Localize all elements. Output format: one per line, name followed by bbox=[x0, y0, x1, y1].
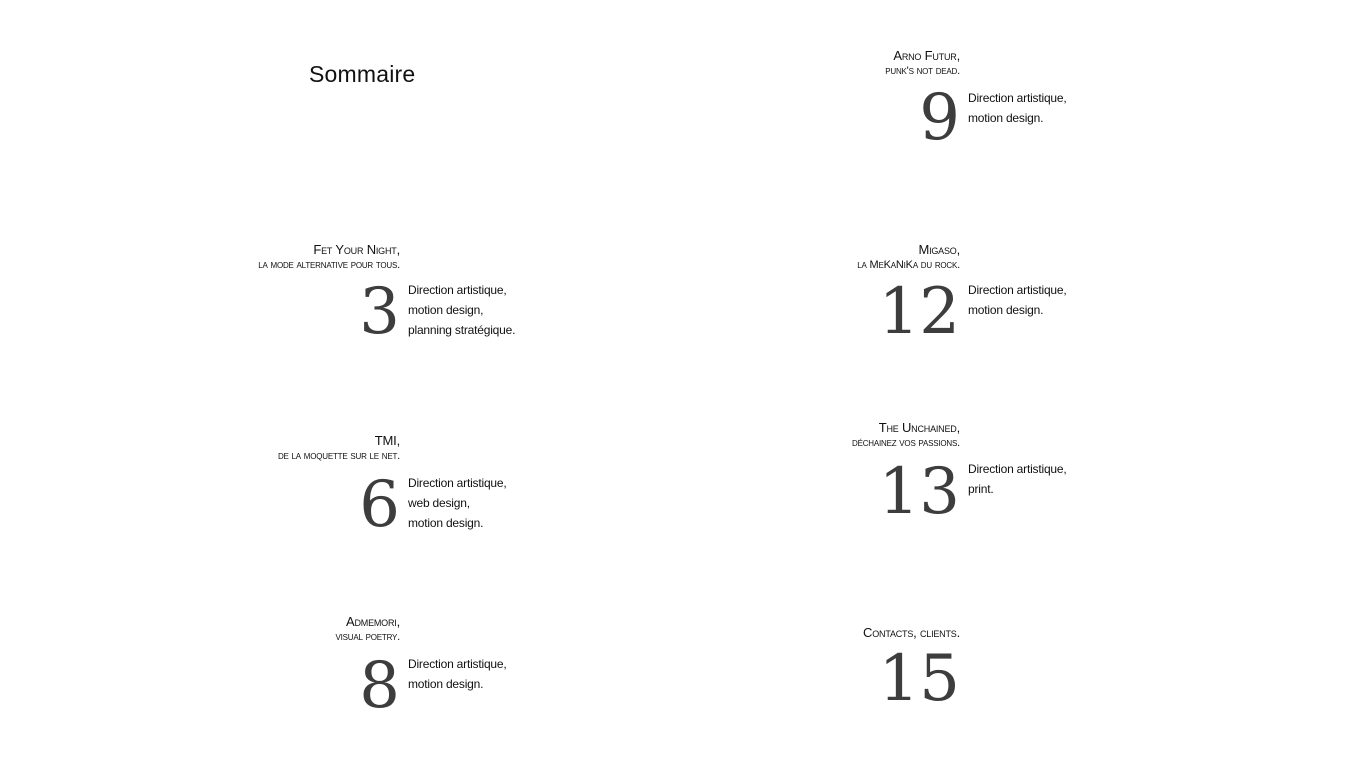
role-item: Direction artistique, bbox=[408, 283, 507, 297]
entry-roles bbox=[408, 654, 507, 694]
entry-roles bbox=[968, 88, 1067, 128]
role-item: motion design. bbox=[408, 516, 484, 530]
entry-title[interactable]: The Unchained, bbox=[878, 420, 960, 435]
entry-title[interactable]: Arno Futur, bbox=[893, 48, 960, 63]
entry-subtitle: la MeKaNiKa du rock. bbox=[857, 259, 960, 271]
page-number[interactable]: 6 bbox=[359, 468, 400, 542]
entry-titles bbox=[540, 48, 960, 78]
entry-titles bbox=[540, 242, 960, 272]
entry-subtitle: de la moquette sur le net. bbox=[277, 450, 400, 462]
page-number[interactable]: 13 bbox=[878, 455, 960, 529]
entry-roles bbox=[408, 473, 507, 533]
role-item: motion design, bbox=[408, 303, 484, 317]
entry-subtitle: visual poetry. bbox=[335, 631, 400, 643]
role-item: Direction artistique, bbox=[408, 657, 507, 671]
toc-entry-migaso[interactable] bbox=[780, 242, 1200, 382]
entry-subtitle: la mode alternative pour tous. bbox=[258, 259, 400, 271]
entry-subtitle: punk's not dead. bbox=[885, 65, 960, 77]
entry-title[interactable]: Fet Your Night, bbox=[313, 242, 400, 257]
role-item: Direction artistique, bbox=[968, 462, 1067, 476]
role-item: Direction artistique, bbox=[968, 283, 1067, 297]
page-number[interactable]: 15 bbox=[878, 642, 960, 716]
entry-roles bbox=[968, 459, 1067, 499]
toc-entry-contacts-clients[interactable] bbox=[780, 625, 1200, 765]
role-item: motion design. bbox=[408, 677, 484, 691]
role-item: motion design. bbox=[968, 111, 1044, 125]
page-number[interactable]: 9 bbox=[919, 81, 960, 155]
entry-titles bbox=[540, 420, 960, 450]
entry-titles bbox=[540, 625, 960, 641]
entry-roles bbox=[968, 280, 1067, 320]
page-number[interactable]: 3 bbox=[359, 275, 400, 349]
page-title: Sommaire bbox=[309, 61, 416, 88]
entry-title[interactable]: Migaso, bbox=[918, 242, 960, 257]
toc-entry-arno-futur[interactable] bbox=[780, 48, 1200, 188]
role-item: Direction artistique, bbox=[968, 91, 1067, 105]
role-item: print. bbox=[968, 482, 994, 496]
entry-titles bbox=[0, 242, 400, 272]
entry-title[interactable]: TMI, bbox=[374, 433, 400, 448]
entry-subtitle: déchainez vos passions. bbox=[852, 437, 960, 449]
role-item: Direction artistique, bbox=[408, 476, 507, 490]
toc-entry-the-unchained[interactable] bbox=[780, 420, 1200, 560]
page-number[interactable]: 12 bbox=[878, 275, 960, 349]
entry-roles bbox=[408, 280, 515, 340]
entry-title[interactable]: Admemori, bbox=[346, 614, 400, 629]
toc-entry-tmi[interactable] bbox=[220, 433, 640, 573]
entry-titles bbox=[0, 614, 400, 644]
entry-title[interactable]: Contacts, clients. bbox=[863, 625, 960, 640]
page-number[interactable]: 8 bbox=[359, 649, 400, 723]
role-item: planning stratégique. bbox=[408, 323, 516, 337]
role-item: motion design. bbox=[968, 303, 1044, 317]
role-item: web design, bbox=[408, 496, 470, 510]
entry-titles bbox=[0, 433, 400, 463]
